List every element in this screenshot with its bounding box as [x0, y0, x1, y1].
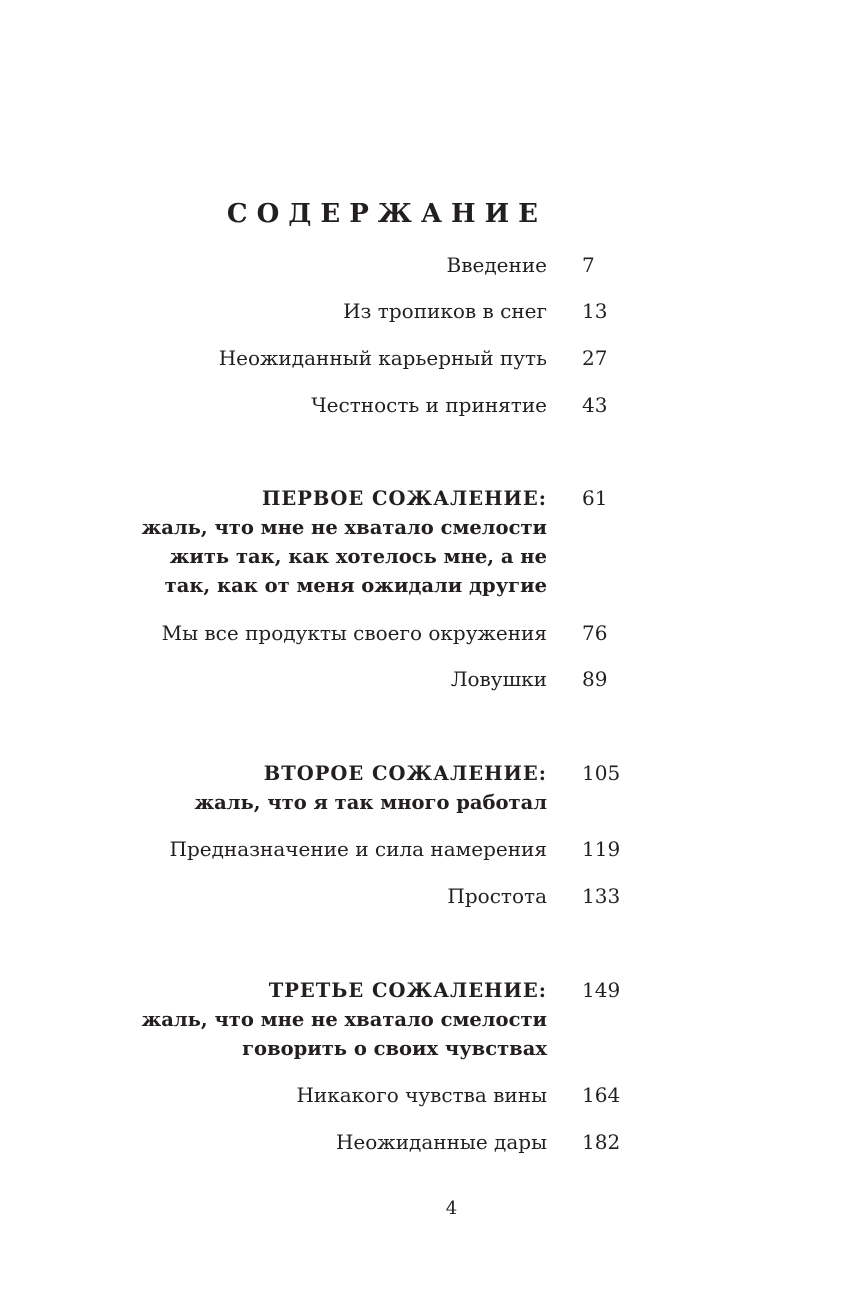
toc-part-page: 149 [582, 978, 621, 1002]
toc-entry-page: 182 [582, 1130, 621, 1154]
page-number: 4 [445, 1198, 458, 1219]
toc-entry [0, 835, 845, 865]
toc-entry-title: Неожиданные дары [335, 1130, 547, 1154]
toc-entry [0, 391, 845, 421]
toc-entry-page: 43 [582, 393, 608, 417]
toc-entry [0, 665, 845, 695]
toc-entry-page: 27 [582, 346, 608, 370]
toc-entry [0, 1128, 845, 1158]
toc-entry [0, 882, 845, 912]
toc-entry [0, 619, 845, 649]
toc-entry-title: Никакого чувства вины [296, 1083, 547, 1107]
toc-part-subtitle-line: жить так, как хотелось мне, а не [169, 545, 547, 568]
toc-part-title [142, 484, 547, 600]
toc-entry-page: 7 [582, 253, 595, 277]
toc-part-subtitle-line: говорить о своих чувствах [242, 1037, 547, 1060]
toc-entry-page: 89 [582, 667, 608, 691]
toc-entry-page: 76 [582, 621, 608, 645]
toc-part-subtitle-line: жаль, что мне не хватало смелости [141, 1008, 547, 1031]
toc-part-heading [0, 976, 845, 1060]
toc-entry-title: Простота [447, 884, 547, 908]
toc-entry-page: 133 [582, 884, 621, 908]
toc-part-head: ТРЕТЬЕ СОЖАЛЕНИЕ: [268, 979, 547, 1002]
toc-part-title [194, 759, 547, 817]
toc-entry-page: 164 [582, 1083, 621, 1107]
toc-part-subtitle-line: так, как от меня ожидали другие [164, 574, 547, 597]
toc-entry-title: Ловушки [450, 667, 547, 691]
toc-entry-page: 119 [582, 837, 621, 861]
toc-part-head: ВТОРОЕ СОЖАЛЕНИЕ: [263, 762, 547, 785]
toc-entry-title: Честность и принятие [311, 393, 547, 417]
toc-entry-title: Введение [446, 253, 547, 277]
toc-part-subtitle-line: жаль, что я так много работал [194, 791, 547, 814]
toc-part-head: ПЕРВОЕ СОЖАЛЕНИЕ: [261, 487, 547, 510]
toc-entry-title: Неожиданный карьерный путь [218, 346, 547, 370]
toc-entry-title: Мы все продукты своего окружения [161, 621, 547, 645]
toc-part-title [142, 976, 547, 1063]
toc-part-subtitle-line: жаль, что мне не хватало смелости [141, 516, 547, 539]
toc-entry [0, 344, 845, 374]
toc-entry [0, 1081, 845, 1111]
toc-part-heading [0, 484, 845, 597]
toc-part-page: 61 [582, 486, 608, 510]
toc-entry-title: Предназначение и сила намерения [169, 837, 547, 861]
toc-entry [0, 297, 845, 327]
toc-entry-title: Из тропиков в снег [343, 299, 547, 323]
toc-entry [0, 251, 845, 281]
toc-entry-page: 13 [582, 299, 608, 323]
toc-heading: СОДЕРЖАНИЕ [226, 199, 547, 229]
toc-part-page: 105 [582, 761, 621, 785]
toc-part-heading [0, 759, 845, 814]
